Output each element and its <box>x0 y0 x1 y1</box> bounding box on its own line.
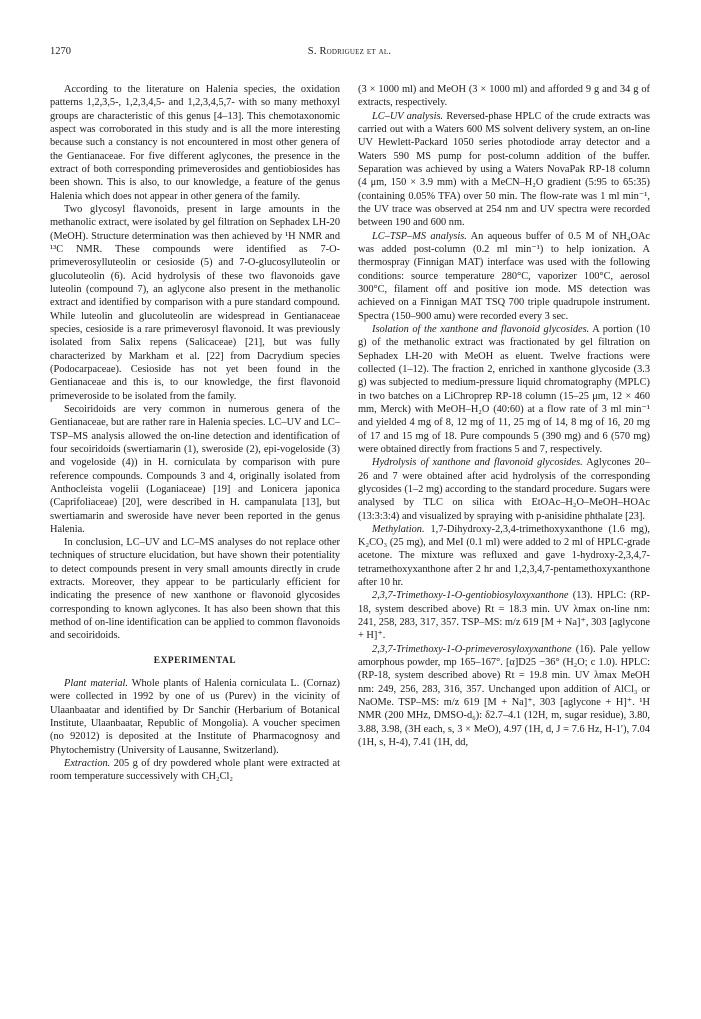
compound-13-title: 2,3,7-Trimethoxy-1-O-gentiobiosyloxyxanthone <box>372 590 569 602</box>
lc-uv-label: LC–UV analysis. <box>372 110 444 122</box>
extraction-label: Extraction. <box>64 758 111 770</box>
methylation-text: 1,7-Dihydroxy-2,3,4-trimethoxyxanthone (1.6 mg), K₂CO₃ (25 mg), and MeI (0.1 ml) were added to 2 ml of HPLC-grade acetone. The mixture was refluxed and gave 1-hydroxy-2,3,4,7-tetramethoxyxanthone after 2 hr and 1,2,3,4,7-pentamethoxyxanthone after 10 hr. <box>358 523 650 589</box>
right-column <box>358 83 650 749</box>
paragraph-halenia-oxidation: According to the literature on Halenia species, the oxidation patterns 1,2,3,5-, 1,2,3,4,5- and 1,2,3,4,5,7- with so many methoxyl groups are characteristic of this genus [4–13]. This chemotaxonomic aspect was corroborated in this study and is all the more interesting because such a constancy is not encountered in most other genera of the Gentianaceae. For five different aglycones, the presence in the extract of both corresponding primeverosides and gentiobiosides has been shown. This is also, to our knowledge, a feature of the genus Halenia which does not appear in other genera of the family. <box>50 84 340 202</box>
paragraph-compound-13 <box>358 589 650 642</box>
lc-tsp-ms-label: LC–TSP–MS analysis. <box>372 230 467 242</box>
plant-material-text: Whole plants of Halenia corniculata L. (Cornaz) were collected in 1992 by one of us (Purev) in the vicinity of Ulaanbaatar and identified by Dr Sanchir (Herbarium of Botanical Institute, Ulaanbaatar, Republic of Mongolia). A voucher specimen (no 92012) is deposited at the Institute of Pharmacognosy and Phytochemistry (University of Lausanne, Switzerland). <box>50 678 340 756</box>
compound-16-title: 2,3,7-Trimethoxy-1-O-primeverosyloxyxanthone <box>372 643 572 655</box>
running-title: S. Rodriguez et al. <box>307 46 392 57</box>
extraction-text: 205 g of dry powdered whole plant were extracted at room temperature successively with CH₂Cl₂ <box>50 758 340 783</box>
compound-13-text: HPLC: (RP-18, system described above) Rt = 18.3 min. UV λmax on-line nm: 241, 258, 283, 317, 357. TSP–MS: m/z 619 [M + Na]⁺, 303 [aglycone + H]⁺. <box>358 590 651 642</box>
paragraph-lc-tsp-ms <box>358 230 650 323</box>
paragraph-glycosyl-flavonoids: Two glycosyl flavonoids, present in large amounts in the methanolic extract, were isolated by gel filtration on Sephadex LH-20 (MeOH). Structure determination was then achieved by ¹H NMR and ¹³C NMR. These compounds were identified as 7-O-primeverosylluteolin or cesioside (5) and 7-O-glucosylluteolin or glucoluteolin (6). Acid hydrolysis of these two flavonoids gave luteolin (compound 7), an aglycone also present in the methanolic extract and identified by comparison with a pure standard compound. While luteolin and glucoluteolin are widespread in Gentianaceae species, cesioside is a rare primeverosyl flavonoid. It was previously isolated from Salix repens (Salicaceae) [21], but was fully characterized by Markham et al. [22] from Dacrydium species (Podocarpaceae). Cesioside has not yet been found in the Gentianaceae and this is, to our knowledge, the first flavonoid primeveroside to be isolated from the family. <box>50 203 340 402</box>
lc-uv-text: Reversed-phase HPLC of the crude extracts was carried out with a Waters 600 MS solvent delivery system, an on-line UV Hewlett-Packard 1050 series photodiode array detector and a Waters 590 MS pump for post-column addition of the buffer. Separation was achieved by using a Waters NovaPak RP-18 column (4 μm, 150 × 3.9 mm) with a MeCN–H₂O gradient (5:95 to 65:35) (containing 0.05% TFA) over 50 min. The flow-rate was 1 ml min⁻¹, the UV trace was observed at 254 nm and UV spectra were recorded between 190 and 600 nm. <box>358 110 650 229</box>
paragraph-hydrolysis <box>358 456 650 523</box>
compound-16-number: (16). <box>571 643 596 655</box>
paragraph-compound-16 <box>358 643 650 750</box>
paragraph-extraction-continued: (3 × 1000 ml) and MeOH (3 × 1000 ml) and afforded 9 g and 34 g of extracts, respectively. <box>358 84 650 109</box>
paragraph-conclusion: In conclusion, LC–UV and LC–MS analyses do not replace other techniques of structure elucidation, but have shown their potentiality to detect compounds present in very small amounts directly in crude extracts. Moreover, they appear to be particularly efficient for indicating the presence of new xanthone or flavonoid glycosides corresponding to known aglycones. It has also been shown that this method of on-line identification can be applied to common flavonoids and secoiridoids. <box>50 537 340 642</box>
isolation-label: Isolation of the xanthone and flavonoid glycosides. <box>372 323 590 335</box>
paragraph-plant-material <box>50 677 340 757</box>
experimental-heading: EXPERIMENTAL <box>153 655 237 666</box>
paragraph-methylation <box>358 523 650 590</box>
left-column <box>50 83 340 784</box>
running-head <box>50 46 649 62</box>
paragraph-extraction <box>50 757 340 784</box>
compound-13-number: (13). <box>568 590 593 602</box>
lc-tsp-ms-text: An aqueous buffer of 0.5 M of NH₄OAc was added post-column (0.2 ml min⁻¹) to help ionization. A thermospray (Finnigan MAT) interface was used with the following conditions: source temperature 280°C, vaporizer 100°C, aerosol 300°C, filament off and positive ion mode. MS detection was achieved on a Finnigan MAT TSQ 700 triple quadrupole instrument. Spectra (150–900 amu) were recorded every 3 sec. <box>358 230 651 322</box>
compound-16-text: Pale yellow amorphous powder, mp 165–167°. [α]D25 −36° (H₂O; c 1.0). HPLC: (RP-18, system described above) Rt = 19.8 min. UV λmax MeOH nm: 249, 256, 283, 316, 357. Unchanged upon addition of AlCl₃ or NaOMe. TSP–MS: m/z 619 [M + Na]⁺, 303 [aglycone + H]⁺. ¹H NMR (200 MHz, DMSO-d₆): δ2.7–4.1 (12H, m, sugar residue), 3.80, 3.88, 3.98, (3H each, s, 3 × MeO), 4.97 (1H, d, J = 7.6 Hz, H-1′), 7.04 (1H, s, H-4), 7.41 (1H, dd, <box>358 643 650 749</box>
page-number: 1270 <box>50 46 71 57</box>
hydrolysis-label: Hydrolysis of xanthone and flavonoid glycosides. <box>372 457 583 469</box>
paragraph-isolation <box>358 323 650 456</box>
paragraph-lc-uv <box>358 110 650 230</box>
plant-material-label: Plant material. <box>64 678 128 690</box>
paragraph-secoiridoids: Secoiridoids are very common in numerous genera of the Gentianaceae, but are rather rare in Halenia species. LC–UV and LC–TSP–MS analysis allowed the on-line detection and identification of four secoiridoids (swertiamarin (1), sweroside (2), epi-vogeloside (3) and vogeloside (4)) in H. corniculata by comparison with pure reference compounds. Compounds 3 and 4, originally isolated from Anthocleista vogelii (Loganiaceae) [19] and Lonicera japonica (Caprifoliaceae) [20], were described in H. campanulata [13], but swertiamarin and sweroside have never been reported in the genus Halenia. <box>50 403 340 535</box>
hydrolysis-text: Aglycones 20–26 and 7 were obtained after acid hydrolysis of the corresponding glycosides (1–2 mg) according to the standard procedure. Sugars were analysed by TLC on silica with EtOAc–H₂O–MeOH–HOAc (13:3:3:4) and visualized by spraying with p-anisidine phthalate [23]. <box>358 457 650 522</box>
methylation-label: Methylation. <box>372 523 425 535</box>
isolation-text: A portion (10 g) of the methanolic extract was fractionated by gel filtration on Sephadex LH-20 with MeOH as eluent. Twelve fractions were collected (1–12). The fraction 2, enriched in xanthone glycoside (3.3 g) was subjected to medium-pressure liquid chromatography (MPLC) in two batches on a LiChroprep RP-18 column (15–25 μm, 12 × 460 mm, Merck) with MeOH–H₂O (40:60) at a flow rate of 3 ml min⁻¹ and yielded 4 mg of 8, 12 mg of 11, 25 mg of 14, 8 mg of 16, 20 mg of 17 and 15 mg of 18. Pure compounds 5 (390 mg) and 6 (570 mg) were obtained directly from fractions 5 and 7, respectively. <box>358 323 650 455</box>
